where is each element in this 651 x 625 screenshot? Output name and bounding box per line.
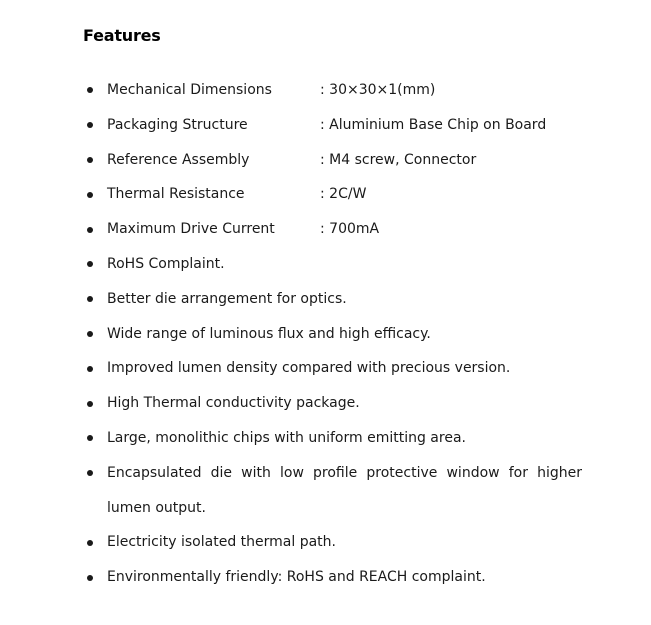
list-item (0, 282, 651, 317)
spec-item-thermal-resistance (0, 177, 651, 212)
features-heading: Features (83, 26, 161, 45)
bullet-icon (87, 212, 93, 247)
list-item (0, 421, 651, 456)
spec-value: : 700mA (320, 221, 380, 238)
bullet-icon (87, 73, 93, 108)
spec-value: : Aluminium Base Chip on Board (320, 116, 547, 133)
bullet-icon (87, 177, 93, 212)
features-list (0, 73, 651, 595)
list-item (0, 525, 651, 560)
spec-label: Thermal Resistance (107, 186, 245, 203)
feature-text: Large, monolithic chips with uniform emitting area. (107, 429, 466, 446)
spec-item-maximum-drive-current (0, 212, 651, 247)
bullet-icon (87, 351, 93, 386)
feature-text: Environmentally friendly: RoHS and REACH complaint. (107, 569, 486, 586)
feature-text: Wide range of luminous flux and high efficacy. (107, 325, 431, 342)
list-item (0, 560, 651, 595)
bullet-icon (87, 525, 93, 560)
bullet-icon (87, 282, 93, 317)
feature-text: High Thermal conductivity package. (107, 395, 360, 412)
bullet-icon (87, 143, 93, 178)
list-item (0, 317, 651, 352)
spec-label: Maximum Drive Current (107, 221, 275, 238)
spec-value: : 30×30×1(mm) (320, 82, 436, 98)
list-item (0, 386, 651, 421)
bullet-icon (87, 421, 93, 456)
bullet-icon (87, 108, 93, 143)
bullet-icon (87, 560, 93, 595)
list-item (0, 351, 651, 386)
list-item (0, 247, 651, 282)
spec-label: Mechanical Dimensions (107, 82, 272, 98)
bullet-icon (87, 456, 93, 491)
spec-label: Packaging Structure (107, 116, 248, 133)
spec-label: Reference Assembly (107, 151, 250, 168)
spec-item-packaging-structure (0, 108, 651, 143)
feature-text: RoHS Complaint. (107, 255, 225, 272)
spec-value: : M4 screw, Connector (320, 151, 477, 168)
bullet-icon (87, 247, 93, 282)
feature-text: Better die arrangement for optics. (107, 290, 347, 307)
list-item (0, 456, 651, 526)
spec-item-reference-assembly (0, 143, 651, 178)
feature-text: Electricity isolated thermal path. (107, 534, 336, 551)
bullet-icon (87, 386, 93, 421)
bullet-icon (87, 317, 93, 352)
feature-text: Improved lumen density compared with precious version. (107, 360, 511, 377)
spec-item-mechanical-dimensions (0, 73, 651, 108)
feature-text: Encapsulated die with low profile protective window for higher lumen output. (107, 464, 582, 516)
spec-value: : 2C/W (320, 186, 367, 203)
